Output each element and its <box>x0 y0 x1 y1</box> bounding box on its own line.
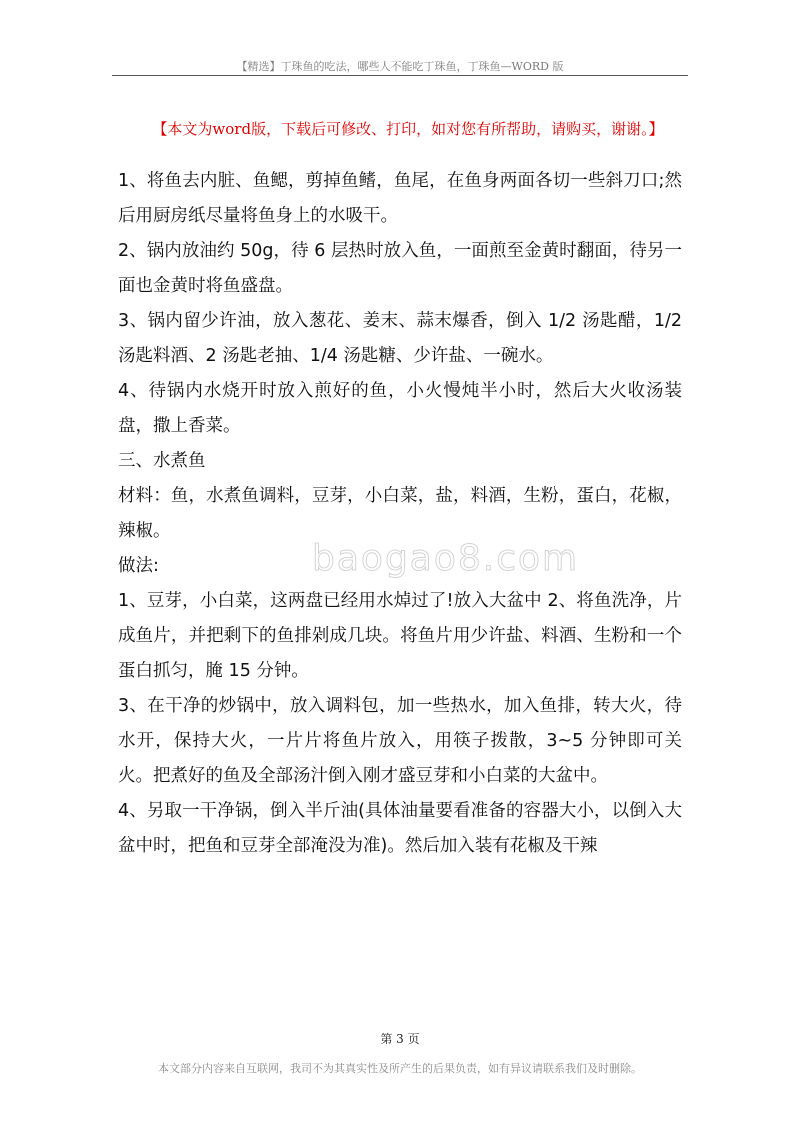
section-heading: 三、水煮鱼 <box>118 451 206 471</box>
document-body <box>118 164 682 864</box>
paragraph: 3、在干净的炒锅中，放入调料包，加一些热水，加入鱼排，转大火，待水开，保持大火，一片片将鱼片放入，用筷子拨散，3~5 分钟即可关火。把煮好的鱼及全部汤汁倒入刚才盛豆芽和小白菜的大盆中。 <box>118 696 682 786</box>
purchase-notice: 【本文为word版，下载后可修改、打印，如对您有所帮助，请购买，谢谢。】 <box>152 120 664 138</box>
paragraph: 1、豆芽，小白菜，这两盘已经用水焯过了!放入大盆中 2、将鱼洗净，片成鱼片，并把剩下的鱼排剁成几块。将鱼片用少许盐、料酒、生粉和一个蛋白抓匀，腌 15 分钟。 <box>118 591 682 681</box>
watermark: baogao8.com <box>312 538 580 579</box>
page-number: 第 3 页 <box>380 1032 420 1046</box>
header-divider <box>112 75 688 76</box>
paragraph: 做法: <box>118 556 159 576</box>
paragraph: 4、待锅内水烧开时放入煎好的鱼，小火慢炖半小时，然后大火收汤装盘，撒上香菜。 <box>118 381 682 436</box>
paragraph: 1、将鱼去内脏、鱼鳃，剪掉鱼鳍，鱼尾，在鱼身两面各切一些斜刀口;然后用厨房纸尽量将鱼身上的水吸干。 <box>118 171 682 226</box>
paragraph: 材料：鱼，水煮鱼调料，豆芽，小白菜，盐，料酒，生粉，蛋白，花椒，辣椒。 <box>118 486 682 541</box>
page-footer: 本文部分内容来自互联网，我司不为其真实性及所产生的后果负责，如有异议请联系我们及时删除。 <box>158 1062 642 1075</box>
paragraph: 2、锅内放油约 50g，待 6 层热时放入鱼，一面煎至金黄时翻面，待另一面也金黄时将鱼盛盘。 <box>118 241 682 296</box>
paragraph: 4、另取一干净锅，倒入半斤油(具体油量要看准备的容器大小，以倒入大盆中时，把鱼和豆芽全部淹没为准)。然后加入装有花椒及干辣 <box>118 801 682 856</box>
paragraph: 3、锅内留少许油，放入葱花、姜末、蒜末爆香，倒入 1/2 汤匙醋，1/2 汤匙料酒、2 汤匙老抽、1/4 汤匙糖、少许盐、一碗水。 <box>118 311 682 366</box>
page-header: 【精选】丁珠鱼的吃法，哪些人不能吃丁珠鱼，丁珠鱼—WORD 版 <box>236 60 564 73</box>
